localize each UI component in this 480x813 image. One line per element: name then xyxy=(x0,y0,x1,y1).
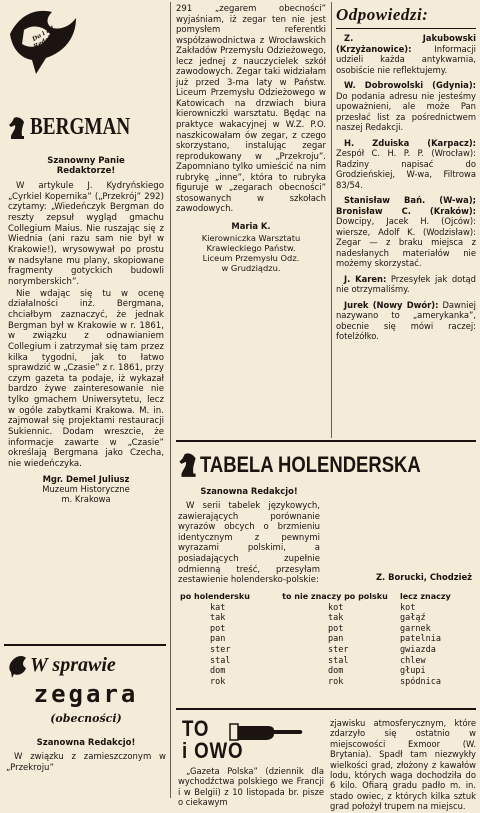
w-sprawie-top-rule xyxy=(4,644,166,646)
odpowiedzi-entry xyxy=(336,300,476,342)
bird-logo xyxy=(6,4,78,78)
dutch-word-cell: kat xyxy=(210,602,226,613)
tabela-intro-text: W serii tabelek językowych, zawierających porównanie wyrazów obcych o brzmieniu identycznym z pewnymi wyrazami polskimi, a posiadających zupełnie odmienną treść, przesyłam zestawienie holendersko-polskie: xyxy=(178,501,320,586)
odpowiedzi-recipient: Jurek (Nowy Dwór): xyxy=(344,299,439,310)
zegar-org-line: Liceum Przemysłu Odz. xyxy=(202,252,300,263)
bergman-signature: Mgr. Demel Juliusz xyxy=(42,473,130,484)
zegar-paragraph: 291 „zegarem obecności” wyjaśniam, iż zegar ten nie jest pomysłem referentki współzawodnictwa z Wrocławskich Zakładów Przemysłu Odzieżowego, lecz jednej z nauczycielek szkół zawodowych. Zegar taki widziałam już przed 3-ma laty w Państw. Liceum Przemysłu Odzieżowego w Katowicach na drzwiach biura kierowniczki warsztatu. Będąc na praktyce wakacyjnej w W.Z. P.O. naszkicowałam ów zegar, z czego skorzystano, instalując zegar reprodukowany w „Przekroju”. Zapomniano tylko umieścić na nim rubrykę „inne”, która to rubryka figuruje w „zegarach obecności” stosowanych w szkołach zawodowych. xyxy=(176,4,326,215)
to-owo-top-rule xyxy=(176,708,476,710)
odpowiedzi-entry xyxy=(336,33,476,75)
dutch-word-cell: pot xyxy=(210,623,226,634)
left-column-divider xyxy=(170,2,171,798)
zegar-body xyxy=(176,4,326,215)
odpowiedzi-answer: Przesyłek jak dotąd nie otrzymaliśmy. xyxy=(336,273,476,294)
bergman-paragraph: W artykule J. Kydryńskiego „Cyrkiel Kopernika” („Przekrój” 292) czytamy: „Wiedeńczyk Bergman do reszty zepsuł wygląd gmachu Collegium Maius. Nie ruszając się z Wiednia (ani razu sam nie był w Krakowie!), wrysowywał po prostu w nadsyłane mu plany, skopiowane fragmenty gotyckich budowli norymberskich”. xyxy=(8,181,164,287)
meaning-cell: kot xyxy=(400,602,416,613)
polish-false-cell: kot xyxy=(328,602,344,613)
zegara-title: zegara xyxy=(33,680,139,708)
w-sprawie-paragraph: W związku z zamieszczonym w „Przekroju” xyxy=(6,752,166,773)
meaning-cell: garnek xyxy=(400,623,431,634)
polish-false-cell: stal xyxy=(328,655,349,666)
tabela-intro-left xyxy=(178,486,320,587)
polish-false-cell: tak xyxy=(328,613,344,624)
tabela-heading xyxy=(178,450,476,480)
odpowiedzi-recipient: Stanisław Bań. (W-wa); Bronisław C. (Kraków): xyxy=(336,195,476,216)
w-sprawie-block xyxy=(6,652,166,774)
zegar-org-line: Krawieckiego Państw. xyxy=(206,242,296,253)
odpowiedzi-entry xyxy=(336,195,476,269)
tabela-signature-col xyxy=(324,572,476,582)
odpowiedzi-entry xyxy=(336,138,476,191)
bergman-signature-org xyxy=(8,484,164,504)
bergman-heading xyxy=(8,108,168,148)
w-sprawie-salutation: Szanowna Redakcjo! xyxy=(36,738,136,748)
zegar-org-line: Kierowniczka Warsztatu xyxy=(201,232,301,243)
to-owo-paragraph: „Gazeta Polska” (dziennik dla wychodźctwa polskiego we Francji i w Belgii) z 10 listopada br. pisze o ciekawym xyxy=(178,766,324,808)
col-header: to nie znaczy po polsku xyxy=(282,592,388,601)
w-sprawie-title: W sprawie xyxy=(30,654,116,676)
odpowiedzi-recipient: Z. Jakubowski (Krzyżanowice): xyxy=(336,33,476,54)
table-row xyxy=(180,634,476,645)
middle-column-divider xyxy=(331,2,332,438)
odpowiedzi-answer: Dowcipy, Jacek H. (Ojców): wiersze, Adolf K. (Wodzisław): Zegar — z braku miejsca z nadesłanych materiałów nie możemy skorzystać. xyxy=(336,216,476,268)
chess-knight-icon xyxy=(8,116,26,140)
chess-knight-icon xyxy=(178,452,198,478)
table-row xyxy=(180,603,476,614)
odpowiedzi-rule xyxy=(336,28,476,29)
odpowiedzi-recipient: H. Zduiska (Karpacz): xyxy=(344,137,476,148)
zegar-signature-org xyxy=(176,233,326,273)
table-row xyxy=(180,645,476,656)
odpowiedzi-recipient: W. Dobrowolski (Gdynia): xyxy=(344,80,476,90)
table-row xyxy=(180,677,476,688)
tabela-signature: Z. Borucki, Chodzież xyxy=(375,572,472,582)
polish-false-cell: pot xyxy=(328,623,344,634)
odpowiedzi-answer: Zespół C. H. P. P. (Wrocław): Radziny napisać do Grodzieńskiej, W-wa, Filtrowa 83/54. xyxy=(336,148,476,190)
word-table xyxy=(180,592,476,687)
meaning-cell: chlew xyxy=(400,655,426,666)
dutch-word-cell: rok xyxy=(210,676,226,687)
odpowiedzi-entry xyxy=(336,274,476,295)
bird-stamp-text: Do i od Redakcji xyxy=(31,24,62,51)
col-header: po holendersku xyxy=(180,592,250,601)
dutch-word-cell: tak xyxy=(210,613,226,624)
dutch-word-cell: ster xyxy=(210,644,231,655)
odpowiedzi-title: Odpowiedzi: xyxy=(336,5,429,24)
meaning-cell: gałąź xyxy=(400,613,426,624)
dutch-word-cell: dom xyxy=(210,666,226,677)
dutch-word-cell: pan xyxy=(210,634,226,645)
to-owo-text2 xyxy=(330,718,476,812)
bergman-title: BERGMAN xyxy=(30,114,131,140)
obecnosci-subtitle: (obecności) xyxy=(50,712,122,725)
tabela-table xyxy=(180,592,476,687)
polish-false-cell: ster xyxy=(328,644,349,655)
polish-false-cell: pan xyxy=(328,634,344,645)
odpowiedzi-answer: Dawniej nazywano to „amerykanka”, obecnie się mówi raczej: fotelżółko. xyxy=(336,299,476,341)
zegar-signature: Maria K. xyxy=(231,220,271,231)
table-row xyxy=(180,656,476,667)
tabela-top-rule xyxy=(176,440,476,442)
to-owo-text1 xyxy=(178,766,324,808)
meaning-cell: spódnica xyxy=(400,676,441,687)
polish-false-cell: dom xyxy=(328,666,344,677)
w-sprawie-body xyxy=(6,752,166,773)
dove-small-icon xyxy=(8,654,28,678)
tabela-salutation: Szanowna Redakcjo! xyxy=(200,486,298,496)
table-row xyxy=(180,613,476,624)
meaning-cell: gwiazda xyxy=(400,644,436,655)
to-title: TO xyxy=(182,716,210,741)
table-row xyxy=(180,624,476,635)
bergman-body xyxy=(8,181,164,470)
tabela-intro xyxy=(178,501,320,586)
to-owo-col1 xyxy=(178,766,324,809)
to-owo-heading xyxy=(180,716,310,763)
meaning-cell: głupi xyxy=(400,666,426,677)
tabela-title: TABELA HOLENDERSKA xyxy=(200,452,421,477)
table-row xyxy=(180,666,476,677)
odpowiedzi-block xyxy=(336,4,476,347)
dutch-word-cell: stal xyxy=(210,655,231,666)
bergman-paragraph: Nie wdając się tu w ocenę działalności inż. Bergmana, chciałbym zaznaczyć, że jednak Bergman był w Krakowie w r. 1861, w związku z odnawianiem Collegium i zatrzymał się tam przez kilka tygodni, jak to łatwo sprawdzić w „Czasie” z r. 1861, przy czym gazeta ta podaje, iż wykazał bardzo żywe zainteresowanie nie tylko gmachem Uniwersytetu, lecz w ogóle zabytkami Krakowa. M. in. zajmował się projektami restauracji Sukiennic. Dodam wreszcie, że informacje zawarte w „Czasie” określają Bergmana jako Czecha, nie wiedeńczyka. xyxy=(8,288,164,470)
zegar-org-line: w Grudziądzu. xyxy=(221,262,281,273)
odpowiedzi-entry xyxy=(336,80,476,133)
odpowiedzi-recipient: J. Karen: xyxy=(344,273,387,284)
zegar-letter xyxy=(176,4,326,273)
meaning-cell: patelnia xyxy=(400,634,441,645)
bergman-org-line: m. Krakowa xyxy=(61,493,111,504)
bergman-letter xyxy=(8,156,164,504)
odpowiedzi-answer: Do podania adresu nie jesteśmy upoważnieni, ale może Pan przesłać list za pośrednictwem naszej Redakcji. xyxy=(336,90,476,132)
bergman-org-line: Muzeum Historyczne xyxy=(42,483,130,494)
odpowiedzi-answer: Informacji udzieli każda antykwarnia, osobiście nie reflektujemy. xyxy=(336,43,476,75)
odpowiedzi-list xyxy=(336,33,476,342)
polish-false-cell: rok xyxy=(328,676,344,687)
bergman-salutation: Szanowny Panie Redaktorze! xyxy=(47,156,125,176)
to-owo-paragraph: zjawisku atmosferycznym, które zdarzyło się ostatnio w miejscowości Exmoor (W. Brytania). Spadł tam niezwykły wielkości grad, złożony z kawałów lodu, których waga dochodziła do 6 kilo. Ofiarą gradu padło m. in. stado owiec, z których kilka sztuk grad położył trupem na miejscu. xyxy=(330,718,476,812)
col-header: lecz znaczy xyxy=(400,592,451,601)
i-owo-title: i OWO xyxy=(182,738,244,763)
to-owo-col2 xyxy=(330,718,476,813)
